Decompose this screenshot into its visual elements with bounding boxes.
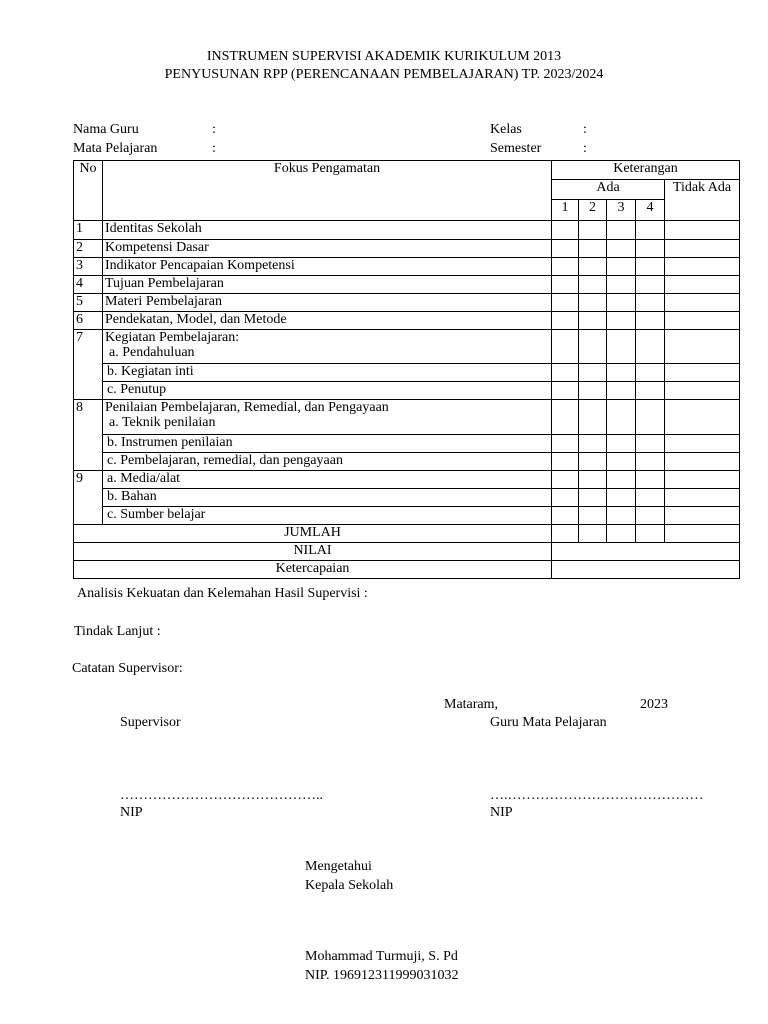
achievement-label: Ketercapaian xyxy=(74,561,552,579)
semester-colon: : xyxy=(583,141,587,156)
row-number: 7 xyxy=(74,330,103,364)
supervisor-title: Supervisor xyxy=(120,715,181,730)
absent-cell[interactable] xyxy=(665,489,740,507)
score-cell[interactable] xyxy=(607,294,636,312)
score-header-1: 1 xyxy=(552,200,579,221)
row-focus-subitem: a. Pendahuluan xyxy=(109,345,195,360)
row-focus-text: a. Media/alat xyxy=(103,471,552,489)
absent-cell[interactable] xyxy=(665,240,740,258)
score-cell[interactable] xyxy=(607,258,636,276)
score-cell[interactable] xyxy=(552,258,579,276)
row-focus-text: Materi Pembelajaran xyxy=(103,294,552,312)
score-cell[interactable] xyxy=(636,258,665,276)
score-cell[interactable] xyxy=(579,382,607,400)
score-cell[interactable] xyxy=(552,507,579,525)
column-header-absent: Tidak Ada xyxy=(665,180,740,221)
score-cell[interactable] xyxy=(607,330,636,364)
score-cell[interactable] xyxy=(636,453,665,471)
score-cell[interactable] xyxy=(552,435,579,453)
score-cell[interactable] xyxy=(552,382,579,400)
score-cell[interactable] xyxy=(636,240,665,258)
score-cell[interactable] xyxy=(579,471,607,489)
row-number: 6 xyxy=(74,312,103,330)
absent-cell[interactable] xyxy=(665,382,740,400)
absent-cell[interactable] xyxy=(665,364,740,382)
row-focus-text xyxy=(103,330,552,364)
row-number: 8 xyxy=(74,400,103,435)
row-focus-text: b. Kegiatan inti xyxy=(103,364,552,382)
score-cell[interactable] xyxy=(607,221,636,240)
table-row xyxy=(74,276,740,294)
score-cell[interactable] xyxy=(552,364,579,382)
score-cell[interactable] xyxy=(636,364,665,382)
score-cell[interactable] xyxy=(636,312,665,330)
column-header-notes: Keterangan xyxy=(552,161,740,180)
score-cell[interactable] xyxy=(636,330,665,364)
score-cell[interactable] xyxy=(579,276,607,294)
score-cell[interactable] xyxy=(579,400,607,435)
absent-cell[interactable] xyxy=(665,312,740,330)
score-cell[interactable] xyxy=(636,294,665,312)
achievement-value-cell[interactable] xyxy=(552,561,740,579)
supervisor-nip-label: NIP xyxy=(120,805,143,820)
column-header-focus: Fokus Pengamatan xyxy=(103,161,552,221)
row-number xyxy=(74,507,103,525)
score-cell[interactable] xyxy=(636,276,665,294)
score-cell[interactable] xyxy=(636,382,665,400)
table-row xyxy=(74,453,740,471)
score-cell[interactable] xyxy=(636,471,665,489)
score-cell[interactable] xyxy=(552,221,579,240)
score-cell[interactable] xyxy=(636,507,665,525)
score-cell[interactable] xyxy=(579,453,607,471)
score-cell[interactable] xyxy=(607,400,636,435)
total-cell[interactable] xyxy=(607,525,636,543)
score-cell[interactable] xyxy=(607,489,636,507)
row-number: 4 xyxy=(74,276,103,294)
column-header-present: Ada xyxy=(552,180,665,200)
row-number: 5 xyxy=(74,294,103,312)
score-cell[interactable] xyxy=(552,294,579,312)
row-focus-text: Identitas Sekolah xyxy=(103,221,552,240)
subject-colon: : xyxy=(212,141,216,156)
score-cell[interactable] xyxy=(607,364,636,382)
semester-label: Semester xyxy=(490,141,542,156)
teacher-name-colon: : xyxy=(212,122,216,137)
column-header-no: No xyxy=(74,161,103,221)
supervision-table xyxy=(73,160,740,579)
score-cell[interactable] xyxy=(552,240,579,258)
total-cell[interactable] xyxy=(552,525,579,543)
row-number: 3 xyxy=(74,258,103,276)
table-row xyxy=(74,507,740,525)
row-focus-text: Kompetensi Dasar xyxy=(103,240,552,258)
absent-cell[interactable] xyxy=(665,330,740,364)
row-number xyxy=(74,382,103,400)
table-row xyxy=(74,294,740,312)
principal-name: Mohammad Turmuji, S. Pd xyxy=(305,949,458,964)
score-cell[interactable] xyxy=(552,276,579,294)
document-title-line-1: INSTRUMEN SUPERVISI AKADEMIK KURIKULUM 2013 xyxy=(206,49,562,64)
score-header-4: 4 xyxy=(636,200,665,221)
achievement-row xyxy=(74,561,740,579)
acknowledged-label: Mengetahui xyxy=(305,859,372,874)
row-number xyxy=(74,453,103,471)
absent-cell[interactable] xyxy=(665,507,740,525)
teacher-title: Guru Mata Pelajaran xyxy=(490,715,607,730)
score-cell[interactable] xyxy=(579,294,607,312)
score-cell[interactable] xyxy=(579,240,607,258)
table-row xyxy=(74,221,740,240)
score-cell[interactable] xyxy=(579,364,607,382)
table-row xyxy=(74,489,740,507)
analysis-label: Analisis Kekuatan dan Kelemahan Hasil Supervisi : xyxy=(77,586,368,601)
row-focus-text: b. Bahan xyxy=(103,489,552,507)
follow-up-label: Tindak Lanjut : xyxy=(74,624,161,639)
score-cell[interactable] xyxy=(552,312,579,330)
score-cell[interactable] xyxy=(579,489,607,507)
score-cell[interactable] xyxy=(607,276,636,294)
score-cell[interactable] xyxy=(579,435,607,453)
row-focus-text: Tujuan Pembelajaran xyxy=(103,276,552,294)
score-cell[interactable] xyxy=(636,221,665,240)
document-title-line-2: PENYUSUNAN RPP (PERENCANAAN PEMBELAJARAN) TP. 2023/2024 xyxy=(164,67,604,82)
row-focus-text: Indikator Pencapaian Kompetensi xyxy=(103,258,552,276)
total-cell[interactable] xyxy=(579,525,607,543)
total-label: JUMLAH xyxy=(74,525,552,543)
absent-cell[interactable] xyxy=(665,258,740,276)
supervisor-signature-line: …………………………………….. xyxy=(120,788,323,803)
row-focus-text: Pendekatan, Model, dan Metode xyxy=(103,312,552,330)
table-row xyxy=(74,240,740,258)
score-cell[interactable] xyxy=(579,312,607,330)
total-row xyxy=(74,525,740,543)
score-cell[interactable] xyxy=(607,507,636,525)
principal-nip: NIP. 196912311999031032 xyxy=(305,968,459,983)
table-row xyxy=(74,382,740,400)
row-focus-text: c. Pembelajaran, remedial, dan pengayaan xyxy=(103,453,552,471)
principal-title: Kepala Sekolah xyxy=(305,878,394,893)
score-cell[interactable] xyxy=(552,489,579,507)
score-cell[interactable] xyxy=(552,453,579,471)
row-number: 2 xyxy=(74,240,103,258)
score-cell[interactable] xyxy=(636,435,665,453)
row-focus-heading: Kegiatan Pembelajaran: xyxy=(105,330,240,345)
score-cell[interactable] xyxy=(607,453,636,471)
row-focus-heading: Penilaian Pembelajaran, Remedial, dan Pengayaan xyxy=(105,400,389,415)
score-cell[interactable] xyxy=(607,382,636,400)
supervisor-notes-label: Catatan Supervisor: xyxy=(72,661,183,676)
row-focus-subitem: a. Teknik penilaian xyxy=(109,415,216,430)
absent-cell[interactable] xyxy=(665,221,740,240)
row-focus-text: b. Instrumen penilaian xyxy=(103,435,552,453)
signing-year: 2023 xyxy=(640,697,668,712)
table-row xyxy=(74,364,740,382)
score-cell[interactable] xyxy=(607,471,636,489)
score-header-2: 2 xyxy=(579,200,607,221)
score-cell[interactable] xyxy=(579,330,607,364)
table-row xyxy=(74,471,740,489)
signing-place: Mataram, xyxy=(444,697,499,712)
class-colon: : xyxy=(583,122,587,137)
score-cell[interactable] xyxy=(579,258,607,276)
table-row xyxy=(74,435,740,453)
score-cell[interactable] xyxy=(552,330,579,364)
score-header-3: 3 xyxy=(607,200,636,221)
score-cell[interactable] xyxy=(552,471,579,489)
score-cell[interactable] xyxy=(607,435,636,453)
row-focus-text: c. Penutup xyxy=(103,382,552,400)
score-label: NILAI xyxy=(74,543,552,561)
absent-cell[interactable] xyxy=(665,453,740,471)
row-number: 9 xyxy=(74,471,103,489)
table-row xyxy=(74,258,740,276)
teacher-nip-label: NIP xyxy=(490,805,513,820)
subject-label: Mata Pelajaran xyxy=(73,141,158,156)
total-cell[interactable] xyxy=(665,525,740,543)
row-focus-text: c. Sumber belajar xyxy=(103,507,552,525)
row-focus-text xyxy=(103,400,552,435)
score-row xyxy=(74,543,740,561)
absent-cell[interactable] xyxy=(665,276,740,294)
total-cell[interactable] xyxy=(636,525,665,543)
score-cell[interactable] xyxy=(552,400,579,435)
row-number xyxy=(74,435,103,453)
teacher-signature-line: ….…………………………………… xyxy=(490,788,704,803)
class-label: Kelas xyxy=(490,122,522,137)
table-row xyxy=(74,330,740,364)
score-value-cell[interactable] xyxy=(552,543,740,561)
score-cell[interactable] xyxy=(607,312,636,330)
score-cell[interactable] xyxy=(636,489,665,507)
absent-cell[interactable] xyxy=(665,435,740,453)
absent-cell[interactable] xyxy=(665,471,740,489)
row-number xyxy=(74,489,103,507)
absent-cell[interactable] xyxy=(665,400,740,435)
score-cell[interactable] xyxy=(636,400,665,435)
score-cell[interactable] xyxy=(579,507,607,525)
table-row xyxy=(74,400,740,435)
row-number: 1 xyxy=(74,221,103,240)
absent-cell[interactable] xyxy=(665,294,740,312)
row-number xyxy=(74,364,103,382)
teacher-name-label: Nama Guru xyxy=(73,122,139,137)
score-cell[interactable] xyxy=(579,221,607,240)
table-row xyxy=(74,312,740,330)
score-cell[interactable] xyxy=(607,240,636,258)
